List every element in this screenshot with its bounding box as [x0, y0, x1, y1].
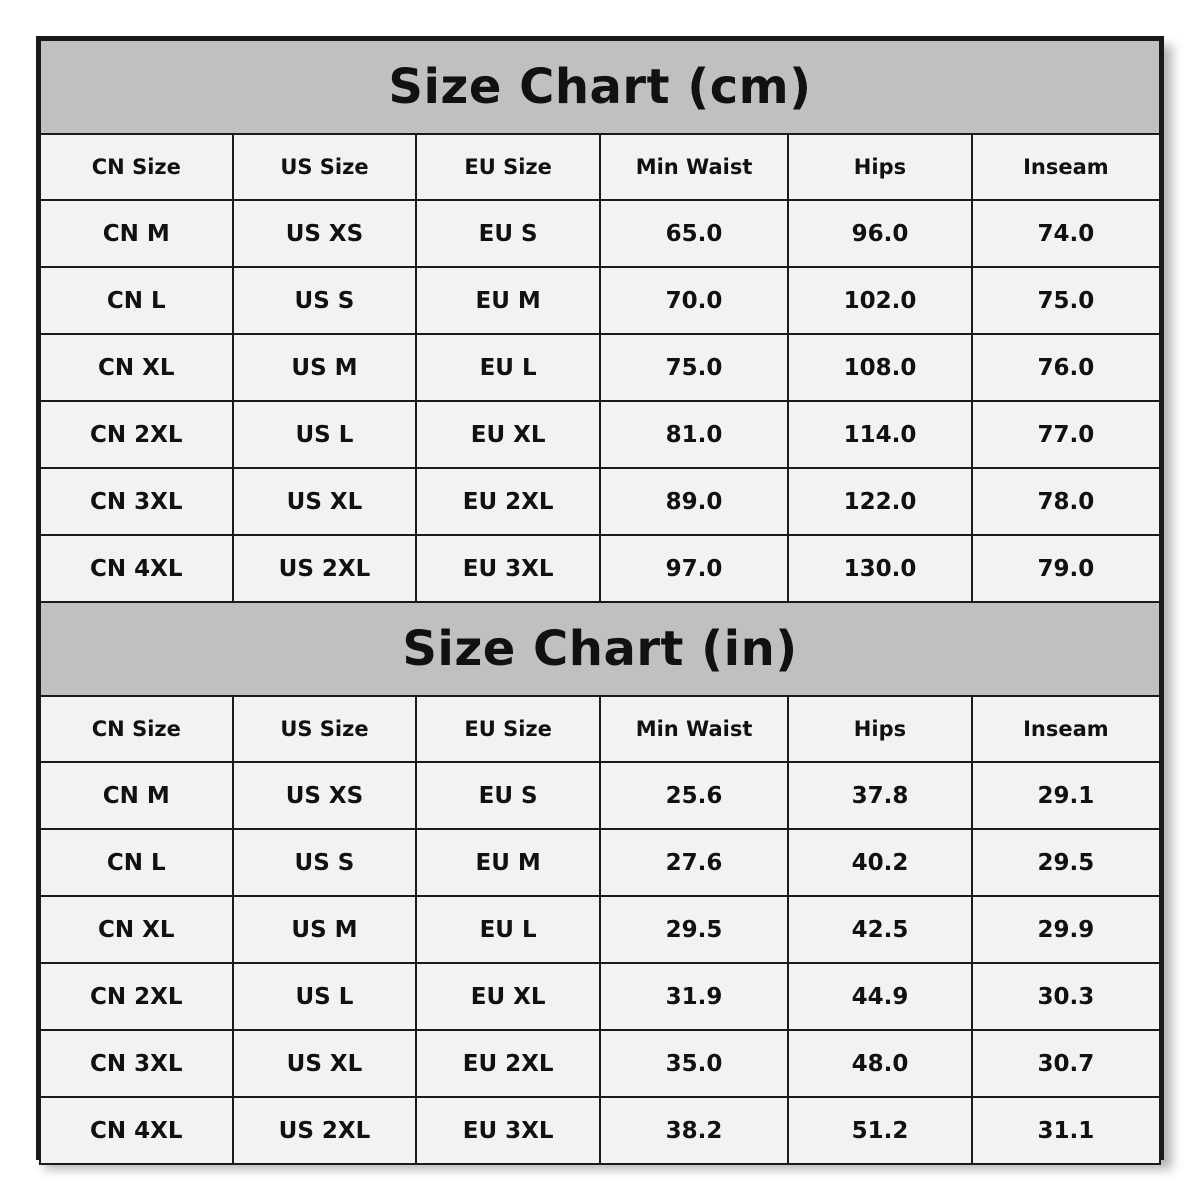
cell-min-waist: 38.2	[600, 1097, 788, 1164]
cell-inseam: 29.5	[972, 829, 1160, 896]
cell-cn-size: CN 3XL	[40, 468, 233, 535]
section-title-cm: Size Chart (cm)	[40, 40, 1160, 134]
table-row	[40, 200, 1160, 267]
table-header-row	[40, 696, 1160, 762]
cell-min-waist: 89.0	[600, 468, 788, 535]
cell-cn-size: CN XL	[40, 334, 233, 401]
cell-hips: 108.0	[788, 334, 972, 401]
cell-us-size: US S	[233, 267, 417, 334]
cell-cn-size: CN 4XL	[40, 1097, 233, 1164]
cell-us-size: US XS	[233, 762, 417, 829]
column-header-min-waist: Min Waist	[600, 696, 788, 762]
cell-hips: 44.9	[788, 963, 972, 1030]
cell-hips: 37.8	[788, 762, 972, 829]
cell-inseam: 76.0	[972, 334, 1160, 401]
cell-inseam: 79.0	[972, 535, 1160, 602]
cell-inseam: 78.0	[972, 468, 1160, 535]
cell-cn-size: CN M	[40, 200, 233, 267]
cell-eu-size: EU L	[416, 334, 600, 401]
cell-hips: 51.2	[788, 1097, 972, 1164]
cell-us-size: US M	[233, 334, 417, 401]
section-title-row	[40, 40, 1160, 134]
size-chart-card	[36, 36, 1164, 1160]
cell-us-size: US L	[233, 401, 417, 468]
table-row	[40, 829, 1160, 896]
cell-hips: 96.0	[788, 200, 972, 267]
cell-inseam: 30.7	[972, 1030, 1160, 1097]
cell-min-waist: 31.9	[600, 963, 788, 1030]
table-header-row	[40, 134, 1160, 200]
table-row	[40, 1097, 1160, 1164]
column-header-us-size: US Size	[233, 696, 417, 762]
cell-inseam: 30.3	[972, 963, 1160, 1030]
cell-min-waist: 97.0	[600, 535, 788, 602]
cell-hips: 122.0	[788, 468, 972, 535]
column-header-inseam: Inseam	[972, 134, 1160, 200]
table-row	[40, 401, 1160, 468]
cell-eu-size: EU L	[416, 896, 600, 963]
cell-us-size: US S	[233, 829, 417, 896]
section-title-in: Size Chart (in)	[40, 602, 1160, 696]
column-header-cn-size: CN Size	[40, 134, 233, 200]
cell-min-waist: 65.0	[600, 200, 788, 267]
column-header-inseam: Inseam	[972, 696, 1160, 762]
cell-min-waist: 70.0	[600, 267, 788, 334]
cell-hips: 42.5	[788, 896, 972, 963]
cell-eu-size: EU S	[416, 762, 600, 829]
cell-inseam: 74.0	[972, 200, 1160, 267]
cell-inseam: 29.1	[972, 762, 1160, 829]
cell-eu-size: EU 2XL	[416, 468, 600, 535]
cell-us-size: US XL	[233, 1030, 417, 1097]
cell-us-size: US 2XL	[233, 1097, 417, 1164]
column-header-eu-size: EU Size	[416, 696, 600, 762]
cell-inseam: 29.9	[972, 896, 1160, 963]
cell-inseam: 75.0	[972, 267, 1160, 334]
cell-min-waist: 81.0	[600, 401, 788, 468]
table-row	[40, 963, 1160, 1030]
table-row	[40, 468, 1160, 535]
table-row	[40, 896, 1160, 963]
cell-cn-size: CN 2XL	[40, 963, 233, 1030]
cell-eu-size: EU 3XL	[416, 1097, 600, 1164]
cell-eu-size: EU S	[416, 200, 600, 267]
cell-cn-size: CN 4XL	[40, 535, 233, 602]
table-row	[40, 762, 1160, 829]
cell-cn-size: CN L	[40, 829, 233, 896]
cell-cn-size: CN 2XL	[40, 401, 233, 468]
cell-hips: 114.0	[788, 401, 972, 468]
size-chart-table	[39, 39, 1161, 1165]
cell-eu-size: EU M	[416, 829, 600, 896]
column-header-hips: Hips	[788, 696, 972, 762]
table-row	[40, 334, 1160, 401]
cell-eu-size: EU XL	[416, 401, 600, 468]
cell-min-waist: 75.0	[600, 334, 788, 401]
table-row	[40, 267, 1160, 334]
table-row	[40, 535, 1160, 602]
table-row	[40, 1030, 1160, 1097]
cell-cn-size: CN 3XL	[40, 1030, 233, 1097]
cell-inseam: 77.0	[972, 401, 1160, 468]
cell-min-waist: 27.6	[600, 829, 788, 896]
cell-us-size: US L	[233, 963, 417, 1030]
cell-eu-size: EU XL	[416, 963, 600, 1030]
cell-us-size: US 2XL	[233, 535, 417, 602]
cell-hips: 102.0	[788, 267, 972, 334]
cell-eu-size: EU M	[416, 267, 600, 334]
column-header-eu-size: EU Size	[416, 134, 600, 200]
cell-hips: 48.0	[788, 1030, 972, 1097]
cell-cn-size: CN L	[40, 267, 233, 334]
column-header-us-size: US Size	[233, 134, 417, 200]
cell-cn-size: CN XL	[40, 896, 233, 963]
cell-hips: 40.2	[788, 829, 972, 896]
cell-eu-size: EU 3XL	[416, 535, 600, 602]
column-header-min-waist: Min Waist	[600, 134, 788, 200]
cell-inseam: 31.1	[972, 1097, 1160, 1164]
column-header-hips: Hips	[788, 134, 972, 200]
cell-min-waist: 35.0	[600, 1030, 788, 1097]
cell-eu-size: EU 2XL	[416, 1030, 600, 1097]
cell-us-size: US M	[233, 896, 417, 963]
column-header-cn-size: CN Size	[40, 696, 233, 762]
cell-us-size: US XL	[233, 468, 417, 535]
cell-min-waist: 29.5	[600, 896, 788, 963]
cell-hips: 130.0	[788, 535, 972, 602]
cell-us-size: US XS	[233, 200, 417, 267]
cell-min-waist: 25.6	[600, 762, 788, 829]
section-title-row	[40, 602, 1160, 696]
cell-cn-size: CN M	[40, 762, 233, 829]
